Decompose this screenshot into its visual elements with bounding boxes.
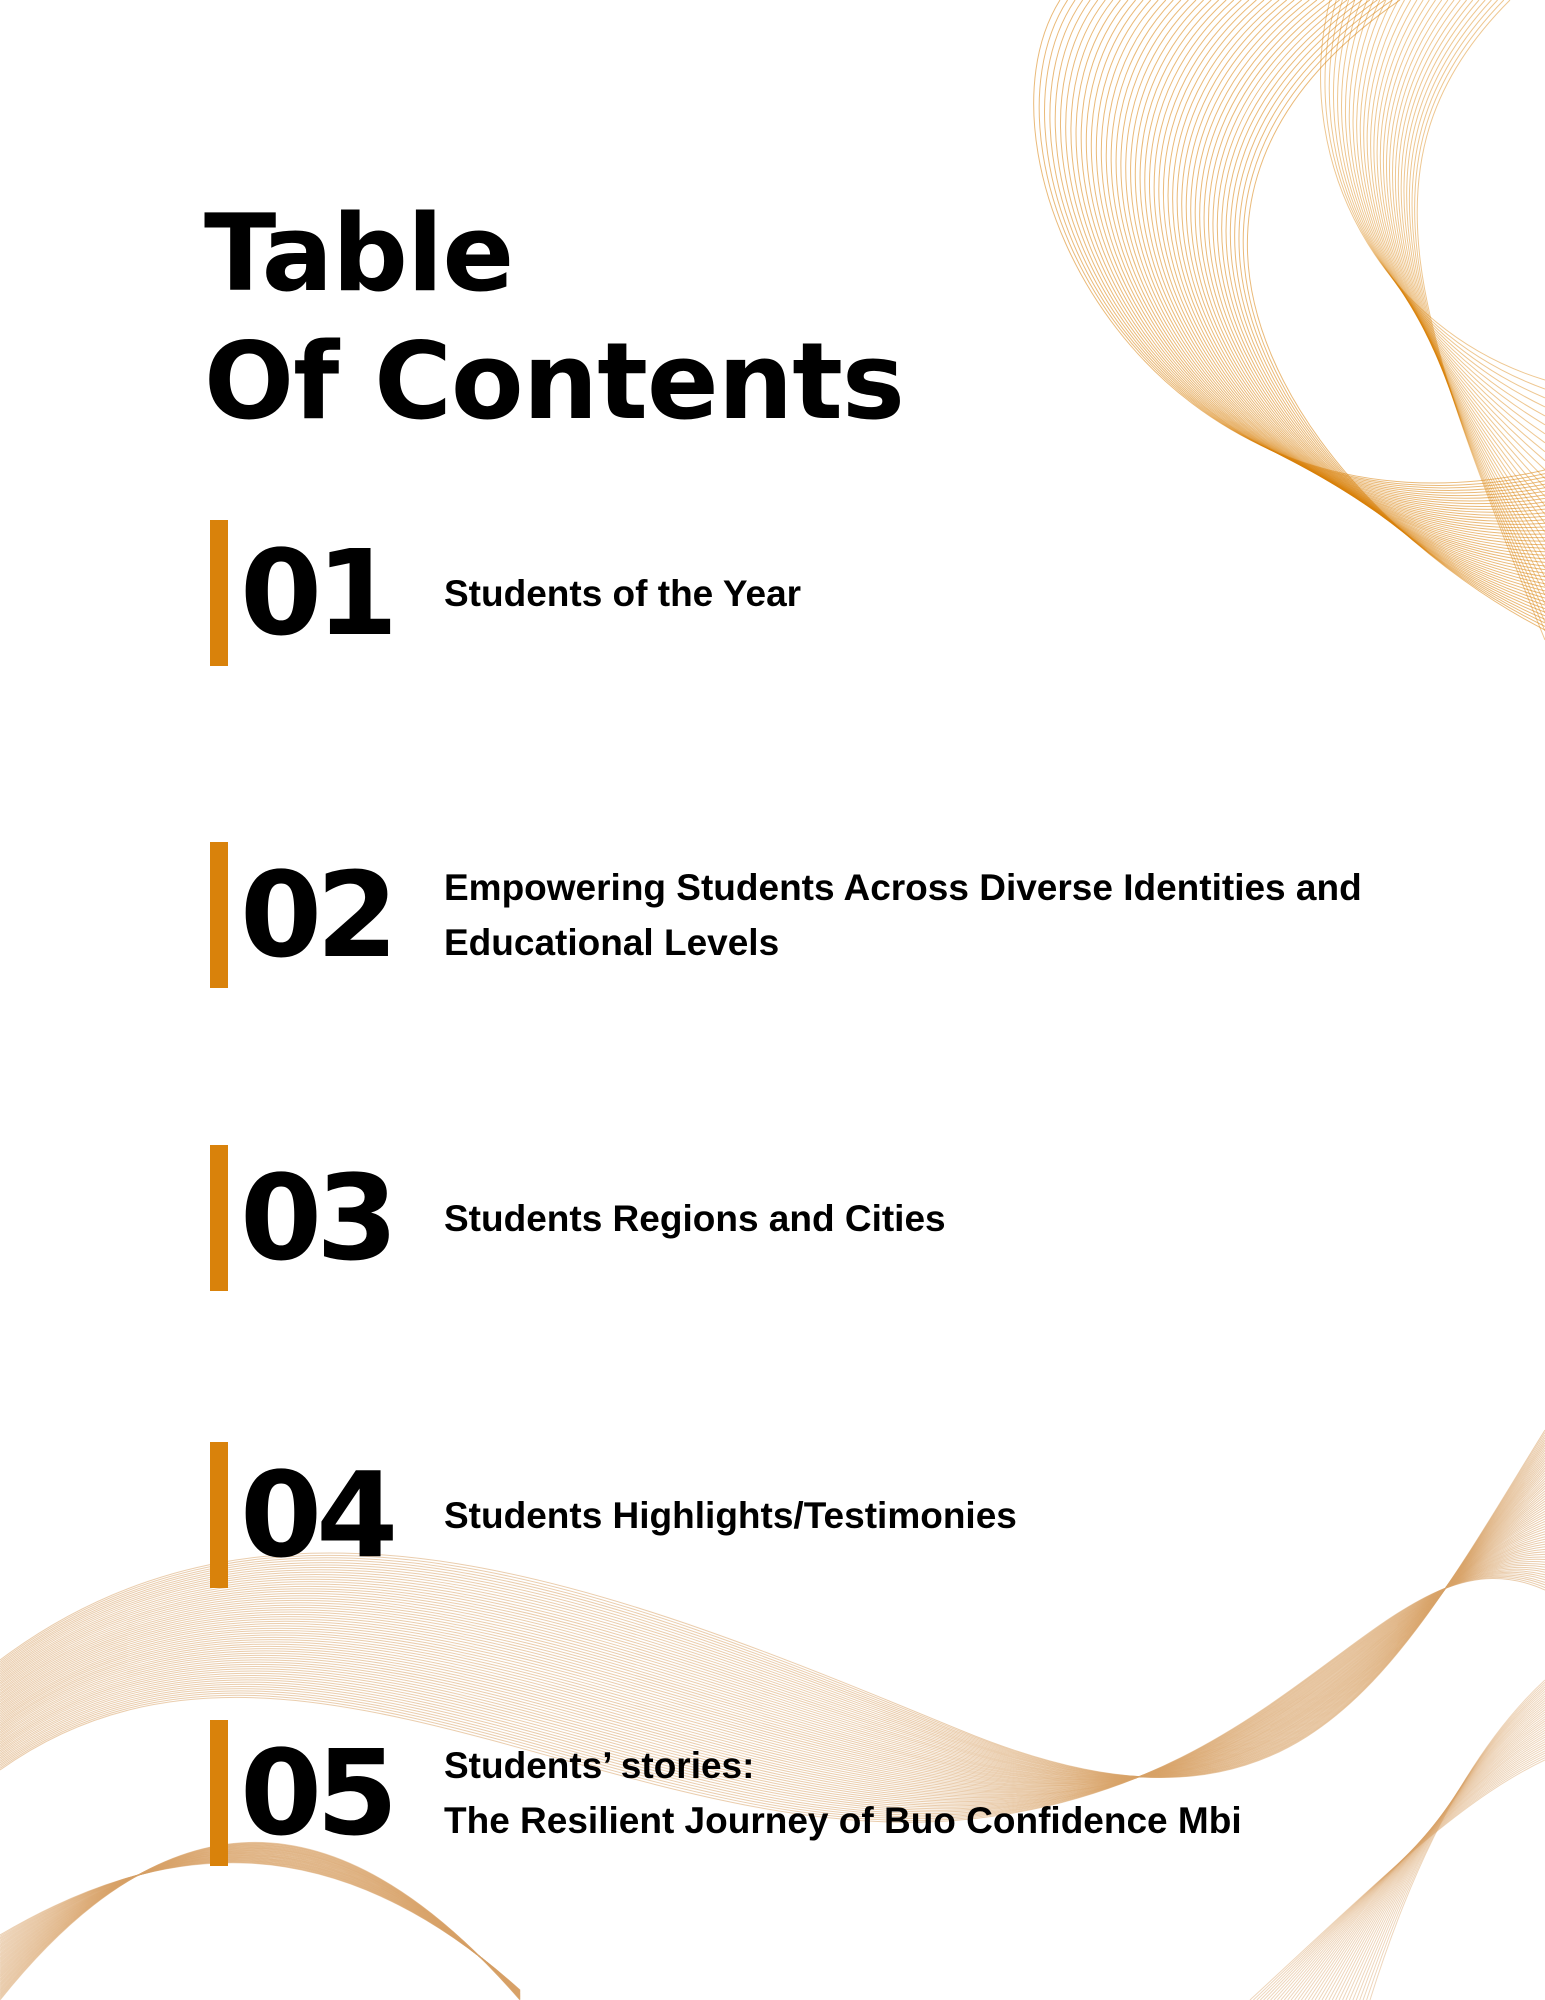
toc-entry-line: Empowering Students Across Diverse Identities and xyxy=(444,867,1362,908)
toc-number: 05 xyxy=(240,1724,393,1862)
toc-entry-line: Students of the Year xyxy=(444,572,802,614)
toc-item-01[interactable] xyxy=(210,520,1510,666)
toc-entry-text xyxy=(444,520,1504,666)
toc-entry-line: Educational Levels xyxy=(444,922,780,963)
toc-entry-text xyxy=(444,1720,1504,1866)
toc-item-02[interactable] xyxy=(210,842,1510,988)
page-title-line-1: Table xyxy=(204,192,514,315)
toc-accent-bar xyxy=(210,1442,228,1588)
toc-item-04[interactable] xyxy=(210,1442,1510,1588)
toc-number: 01 xyxy=(240,524,393,662)
toc-entry-line: Students Highlights/Testimonies xyxy=(444,1494,1017,1536)
toc-accent-bar xyxy=(210,520,228,666)
toc-entry-line: Students’ stories: xyxy=(444,1745,755,1786)
toc-entry-text xyxy=(444,842,1504,988)
toc-number: 04 xyxy=(240,1446,393,1584)
toc-entry-line: The Resilient Journey of Buo Confidence Mbi xyxy=(444,1800,1242,1841)
toc-number: 03 xyxy=(240,1149,393,1287)
page-title xyxy=(204,190,904,446)
toc-accent-bar xyxy=(210,1145,228,1291)
toc-accent-bar xyxy=(210,842,228,988)
toc-item-03[interactable] xyxy=(210,1145,1510,1291)
toc-item-05[interactable] xyxy=(210,1720,1510,1866)
toc-accent-bar xyxy=(210,1720,228,1866)
page-title-line-2: Of Contents xyxy=(204,320,904,443)
toc-entry-text xyxy=(444,1145,1504,1291)
toc-entry-text xyxy=(444,1442,1504,1588)
toc-number: 02 xyxy=(240,846,393,984)
toc-entry-line: Students Regions and Cities xyxy=(444,1197,946,1239)
